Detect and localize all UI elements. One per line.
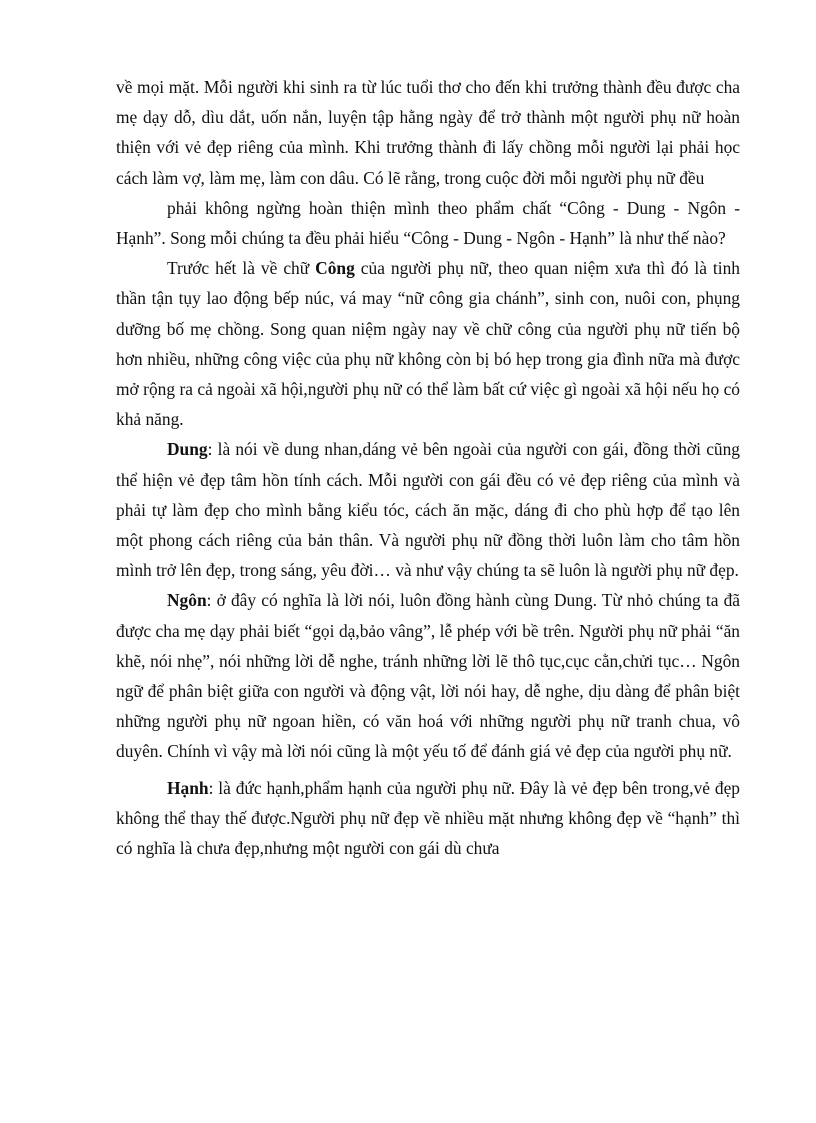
paragraph-cong-pre: Trước hết là về chữ [167,258,316,279]
keyword-ngon: Ngôn [167,590,207,611]
paragraph-cong-dung-ngon-hanh [116,193,740,253]
body-text [116,72,740,863]
paragraph-hanh [116,773,740,864]
paragraph-hanh-text: : là đức hạnh,phẩm hạnh của người phụ nữ. Đây là vẻ đẹp bên trong,vẻ đẹp không thể thay thế được.Người phụ nữ đẹp về nhiều mặt nhưng không đẹp về “hạnh” thì có nghĩa là chưa đẹp,nhưng một người con gái dù chưa [116,777,740,859]
paragraph-ngon [116,585,740,766]
paragraph-dung [116,434,740,585]
paragraph-ngon-text: : ở đây có nghĩa là lời nói, luôn đồng hành cùng Dung. Từ nhỏ chúng ta đã được cha mẹ dạy phải biết “gọi dạ,bảo vâng”, lễ phép với bề trên. Người phụ nữ phải “ăn khẽ, nói nhẹ”, nói những lời dễ nghe, tránh những lời lẽ thô tục,cục cằn,chửi tục… Ngôn ngữ để phân biệt giữa con người và động vật, lời nói hay, dễ nghe, dịu dàng để phân biệt những người phụ nữ ngoan hiền, có văn hoá với những người phụ nữ tranh chua, vô duyên. Chính vì vậy mà lời nói cũng là một yếu tố để đánh giá vẻ đẹp của người phụ nữ. [116,590,740,762]
paragraph-intro-text: về mọi mặt. Mỗi người khi sinh ra từ lúc tuổi thơ cho đến khi trưởng thành đều được cha mẹ dạy dỗ, dìu dắt, uốn nắn, luyện tập hằng ngày để trở thành một người phụ nữ hoàn thiện với vẻ đẹp riêng của mình. Khi trưởng thành đi lấy chồng mỗi người lại phải học cách làm vợ, làm mẹ, làm con dâu. Có lẽ rằng, trong cuộc đời mỗi người phụ nữ đều [116,77,740,188]
paragraph-cong [116,253,740,434]
keyword-cong: Công [315,258,355,279]
paragraph-cong-text: của người phụ nữ, theo quan niệm xưa thì đó là tinh thần tận tụy lao động bếp núc, vá may “nữ công gia chánh”, sinh con, nuôi con, phụng dưỡng bố mẹ chồng. Song quan niệm ngày nay về chữ công của người phụ nữ tiến bộ hơn nhiều, những công việc của phụ nữ không còn bị bó hẹp trong gia đình nữa mà được mở rộng ra cả ngoài xã hội,người phụ nữ có thể làm bất cứ việc gì ngoài xã hội nếu họ có khả năng. [116,258,740,430]
paragraph-dung-text: : là nói về dung nhan,dáng vẻ bên ngoài của người con gái, đồng thời cũng thể hiện vẻ đẹp tâm hồn tính cách. Mỗi người con gái đều có vẻ đẹp riêng của mình và phải tự làm đẹp cho mình bằng kiểu tóc, cách ăn mặc, dáng đi cho phù hợp để tạo lên một phong cách riêng của bản thân. Và người phụ nữ đồng thời luôn làm cho tâm hồn mình trở lên đẹp, trong sáng, yêu đời… và như vậy chúng ta sẽ luôn là người phụ nữ đẹp. [116,439,740,581]
keyword-hanh: Hạnh [167,777,209,798]
paragraph-question-text: phải không ngừng hoàn thiện mình theo phẩm chất “Công - Dung - Ngôn - Hạnh”. Song mỗi chúng ta đều phải hiểu “Công - Dung - Ngôn - Hạnh” là như thế nào? [116,197,740,249]
keyword-dung: Dung [167,439,208,460]
paragraph-intro [116,72,740,193]
